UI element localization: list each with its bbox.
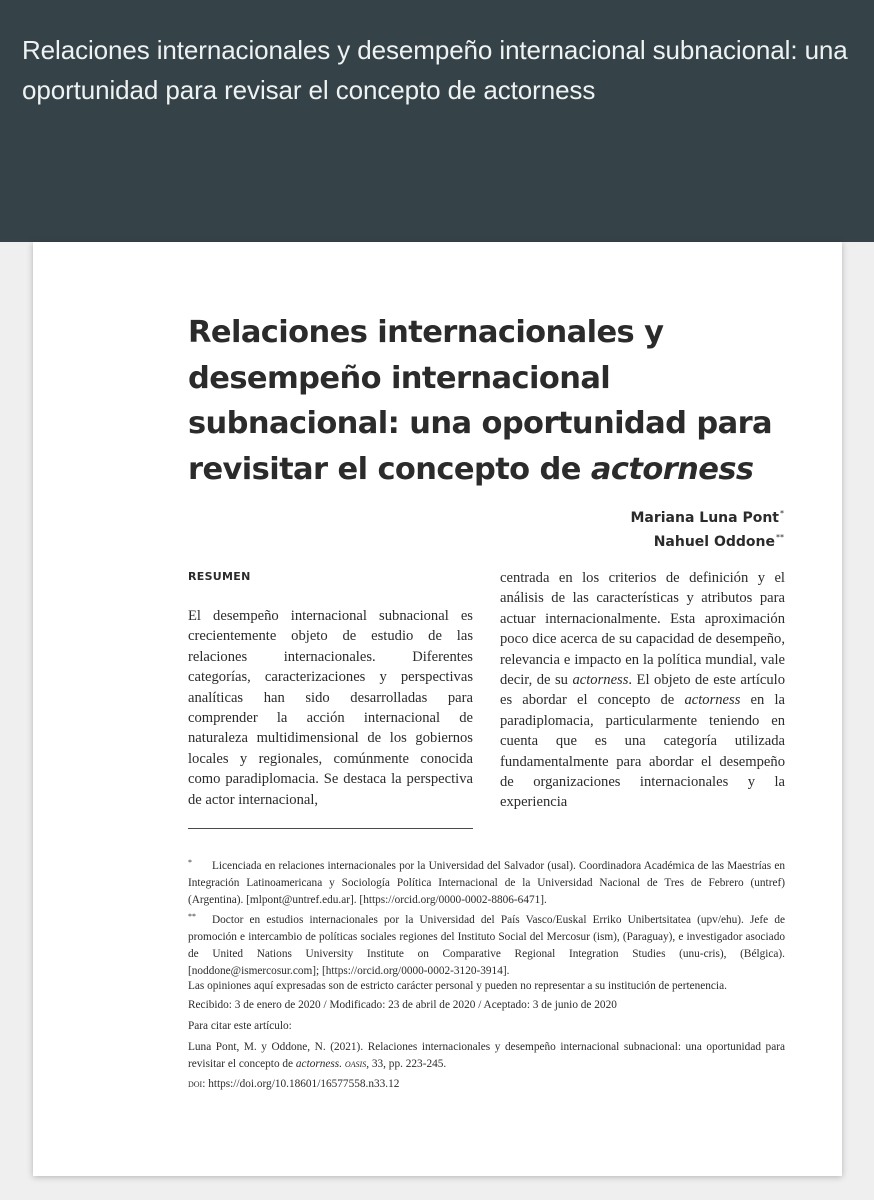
citation-label: Para citar este artículo: bbox=[188, 1020, 292, 1032]
document-page bbox=[33, 242, 842, 1176]
app-header-bar bbox=[0, 0, 874, 242]
article-title bbox=[188, 310, 808, 492]
section-heading: RESUMEN bbox=[188, 570, 251, 583]
abstract-column-left: El desempeño internacional subnacional es crecientemente objeto de estudio de las relaciones internacionales. Diferentes categorías, caracterizaciones y perspectivas analíticas han sido desarrolladas para comprender la acción internacional de naturaleza multidimensional de los gobiernos locales y regionales, comúnmente conocida como paradiplomacia. Se destaca la perspectiva de actor internacional, bbox=[188, 608, 473, 808]
article-title-italic: actorness bbox=[590, 451, 754, 487]
footnote-1: * Licenciada en relaciones internacionales por la Universidad del Salvador (usal). Coordinadora Académica de las Maestrías en Integración Latinoamericana y Sociología Política Internacional de la Universidad Nacional de Tres de Febrero (untref) (Argentina). [mlpont@untref.edu.ar]. [https://orcid.org/0000-0002-8806-6471]. bbox=[188, 858, 785, 906]
disclaimer-note: Las opiniones aquí expresadas son de estricto carácter personal y pueden no representar a su institución de pertenencia. bbox=[188, 980, 727, 992]
doi-line: doi: https://doi.org/10.18601/16577558.n33.12 bbox=[188, 1078, 400, 1090]
doi-link[interactable]: https://doi.org/10.18601/16577558.n33.12 bbox=[208, 1078, 400, 1090]
author-1: Mariana Luna Pont* bbox=[630, 509, 784, 526]
article-header-title: Relaciones internacionales y desempeño internacional subnacional: una oportunidad para revisar el concepto de actorness bbox=[22, 35, 848, 105]
citation-text: Luna Pont, M. y Oddone, N. (2021). Relaciones internacionales y desempeño internacional subnacional: una oportunidad para revisitar el concepto de actorness. oasis, 33, pp. 223-245. bbox=[188, 1041, 785, 1070]
footnote-divider bbox=[188, 828, 473, 829]
abstract-column-right: centrada en los criterios de definición y el análisis de las características y atributos para actuar internacionalmente. Esta aproximación poco dice acerca de su capacidad de desempeño, relevancia e impacto en la política mundial, vale decir, de su actorness. El objeto de este artículo es abordar el concepto de actorness en la paradiplomacia, particularmente teniendo en cuenta que es una categoría utilizada fundamentalmente para abordar el desempeño de organizaciones internacionales y la experiencia bbox=[500, 570, 786, 811]
author-list bbox=[630, 504, 784, 552]
footnote-2: ** Doctor en estudios internacionales por la Universidad del País Vasco/Euskal Erriko Unibertsitatea (upv/ehu). Jefe de promoción e intercambio de políticas sociales regiones del Instituto Social del Mercosur (ism), (Paraguay), e investigador asociado de United Nations University Institute on Comparative Regional Integration Studies (unu-cris), (Bélgica). [noddone@ismercosur.com]; [https://orcid.org/0000-0002-3120-3914]. bbox=[188, 912, 785, 977]
author-2: Nahuel Oddone** bbox=[653, 533, 784, 550]
submission-dates: Recibido: 3 de enero de 2020 / Modificado: 23 de abril de 2020 / Aceptado: 3 de junio de 2020 bbox=[188, 999, 617, 1011]
article-title-main: Relaciones internacionales y desempeño internacional subnacional: una oportunidad para revisitar el concepto de bbox=[188, 315, 773, 487]
